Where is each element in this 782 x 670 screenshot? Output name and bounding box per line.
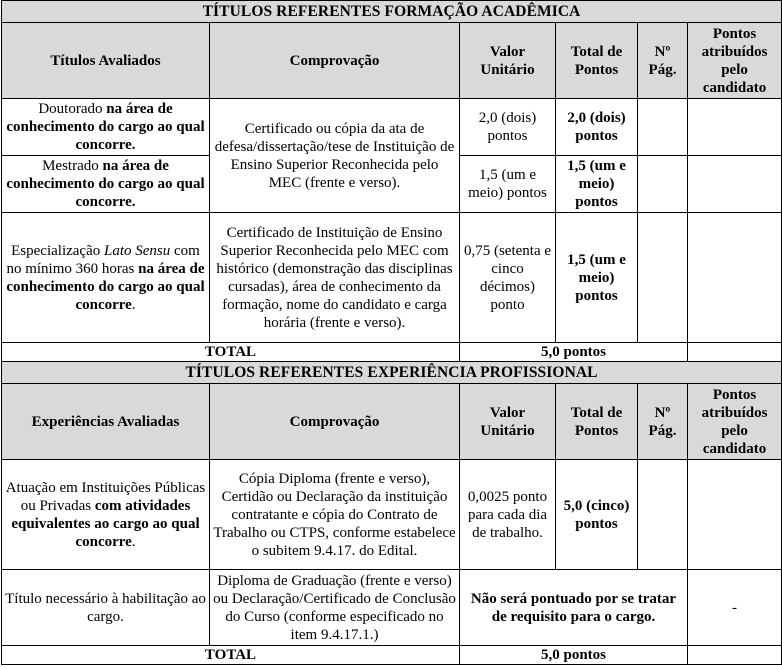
header-total-pontos-2: Total de Pontos [556,384,638,460]
total-doutorado: 2,0 (dois) pontos [556,99,638,156]
experiencia-atuacao: Atuação em Instituições Públicas ou Privadas com atividades equivalentes ao cargo ao qual concorre. [2,460,210,570]
valor-mestrado: 1,5 (um e meio) pontos [460,156,556,213]
header-comprovacao-2: Comprovação [210,384,460,460]
valor-atuacao: 0,0025 ponto para cada dia de trabalho. [460,460,556,570]
comprovacao-especializacao: Certificado de Instituição de Ensino Superior Reconhecida pelo MEC com histórico (demonstração das disciplinas cursadas), área de conhecimento da formação, nome do candidato e carga horária (frente e verso). [210,213,460,343]
header-pontos-candidato-2: Pontos atribuídos pelo candidato [688,384,782,460]
pag-mestrado[interactable] [638,156,688,213]
academic-section-title: TÍTULOS REFERENTES FORMAÇÃO ACADÊMICA [2,1,782,23]
comprovacao-titulo-necessario: Diploma de Graduação (frente e verso) ou Declaração/Certificado de Conclusão do Curso (conforme especificado no item 9.4.17.1.) [210,570,460,646]
titulo-mestrado: Mestrado na área de conhecimento do cargo ao qual concorre. [2,156,210,213]
header-valor-unitario-2: Valor Unitário [460,384,556,460]
pontos-especializacao[interactable] [688,213,782,343]
comprovacao-pos-graduacao: Certificado ou cópia da ata de defesa/dissertação/tese de Instituição de Ensino Superior Reconhecida pelo MEC (frente e verso). [210,99,460,213]
pontos-mestrado[interactable] [688,156,782,213]
titles-table [1,0,782,665]
professional-section-title: TÍTULOS REFERENTES EXPERIÊNCIA PROFISSIONAL [2,362,782,384]
valor-especializacao: 0,75 (setenta e cinco décimos) ponto [460,213,556,343]
header-num-pag: Nº Pág. [638,23,688,99]
header-titulos-avaliados: Títulos Avaliados [2,23,210,99]
pag-especializacao[interactable] [638,213,688,343]
total-mestrado: 1,5 (um e meio) pontos [556,156,638,213]
table-row-doutorado [2,99,782,156]
professional-total-value: 5,0 pontos [460,646,688,665]
header-total-pontos: Total de Pontos [556,23,638,99]
header-num-pag-2: Nº Pág. [638,384,688,460]
table-row-atuacao [2,460,782,570]
titulo-especializacao: Especialização Lato Sensu com no mínimo 360 horas na área de conhecimento do cargo ao qual concorre. [2,213,210,343]
academic-total-label: TOTAL [2,343,460,362]
header-pontos-candidato: Pontos atribuídos pelo candidato [688,23,782,99]
total-especializacao: 1,5 (um e meio) pontos [556,213,638,343]
academic-total-value: 5,0 pontos [460,343,688,362]
professional-header-row [2,384,782,460]
academic-total-candidato[interactable] [688,343,782,362]
pontos-doutorado[interactable] [688,99,782,156]
professional-total-row [2,646,782,665]
professional-total-label: TOTAL [2,646,460,665]
pontos-atuacao[interactable] [688,460,782,570]
comprovacao-atuacao: Cópia Diploma (frente e verso), Certidão ou Declaração da instituição contratante e cópia do Contrato de Trabalho ou CTPS, conforme estabelece o subitem 9.4.17. do Edital. [210,460,460,570]
professional-total-candidato[interactable] [688,646,782,665]
nao-pontuado-note: Não será pontuado por se tratar de requisito para o cargo. [460,570,688,646]
header-valor-unitario: Valor Unitário [460,23,556,99]
pontos-titulo-necessario: - [688,570,782,646]
valor-doutorado: 2,0 (dois) pontos [460,99,556,156]
header-comprovacao: Comprovação [210,23,460,99]
academic-total-row [2,343,782,362]
table-row-especializacao [2,213,782,343]
academic-header-row [2,23,782,99]
header-experiencias-avaliadas: Experiências Avaliadas [2,384,210,460]
pag-doutorado[interactable] [638,99,688,156]
titulo-doutorado: Doutorado na área de conhecimento do cargo ao qual concorre. [2,99,210,156]
experiencia-titulo-necessario: Título necessário à habilitação ao cargo. [2,570,210,646]
pag-atuacao[interactable] [638,460,688,570]
total-atuacao: 5,0 (cinco) pontos [556,460,638,570]
table-row-titulo-necessario [2,570,782,646]
